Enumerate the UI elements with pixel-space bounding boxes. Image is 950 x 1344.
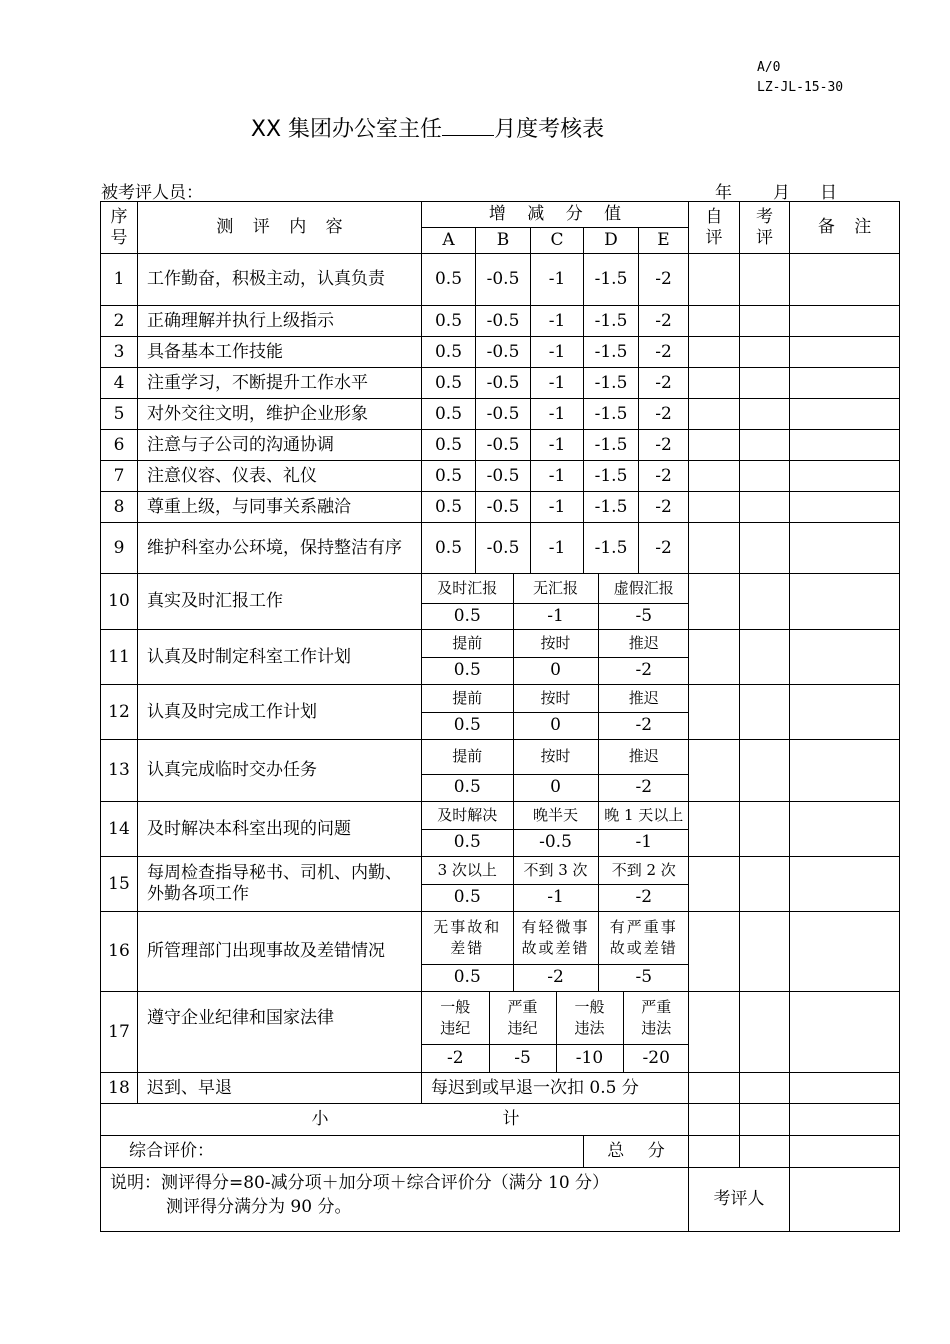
criterion-text: 工作勤奋，积极主动，认真负责: [138, 254, 422, 306]
row-no: 10: [101, 574, 138, 630]
review-score-cell[interactable]: [740, 306, 790, 337]
score-options: [422, 740, 689, 802]
score-options: [422, 574, 689, 630]
score-value: -1: [531, 254, 584, 306]
review-score-cell[interactable]: [740, 492, 790, 523]
table-row: [101, 492, 900, 523]
header-grade-d: D: [584, 228, 639, 254]
score-option-grid: [422, 992, 689, 1072]
title-blank[interactable]: [442, 135, 494, 136]
review-score-cell[interactable]: [740, 802, 790, 857]
score-value: -2: [639, 399, 689, 430]
score-option-value: -2: [598, 774, 689, 801]
self-score-cell[interactable]: [689, 912, 740, 992]
review-score-cell[interactable]: [740, 574, 790, 630]
score-option-grid: [422, 574, 689, 629]
score-option-label: 晚 1 天以上: [598, 802, 689, 829]
score-option-value: 0.5: [422, 884, 513, 911]
score-value: -0.5: [476, 306, 531, 337]
row-no: 4: [101, 368, 138, 399]
score-options: [422, 857, 689, 912]
criterion-text: 尊重上级，与同事关系融洽: [138, 492, 422, 523]
row-no: 14: [101, 802, 138, 857]
review-score-cell[interactable]: [740, 254, 790, 306]
score-option-value: -1: [513, 603, 598, 629]
table-row: [101, 630, 900, 685]
score-option-label: 按时: [513, 740, 598, 774]
score-options: [422, 685, 689, 740]
score-option-label: 提前: [452, 633, 483, 652]
criterion-text: 真实及时汇报工作: [138, 574, 422, 630]
score-value: 0.5: [422, 368, 476, 399]
score-value: -1.5: [584, 306, 639, 337]
subtotal-row: [101, 1104, 900, 1136]
score-value: -2: [639, 254, 689, 306]
score-option-grid: [422, 685, 689, 739]
score-value: -0.5: [476, 523, 531, 574]
score-option-label: 提前: [452, 747, 483, 766]
table-row: [101, 430, 900, 461]
score-option-label: 无汇报: [513, 574, 598, 603]
overall-row: [101, 1136, 900, 1168]
score-value: -0.5: [476, 337, 531, 368]
score-value: -2: [639, 523, 689, 574]
row-no: 8: [101, 492, 138, 523]
header-grade-c: C: [531, 228, 584, 254]
review-score-cell[interactable]: [740, 1073, 790, 1104]
score-value: 0.5: [422, 492, 476, 523]
review-score-cell[interactable]: [740, 857, 790, 912]
score-value: -2: [639, 461, 689, 492]
score-option-label: 有轻微事故或差错: [513, 912, 598, 964]
remark-cell[interactable]: [790, 492, 900, 523]
row-no: 16: [101, 912, 138, 992]
table-row: [101, 802, 900, 857]
criterion-text: 所管理部门出现事故及差错情况: [138, 912, 422, 992]
table-row: [101, 337, 900, 368]
review-score-cell[interactable]: [740, 1104, 790, 1136]
subtotal-label: [101, 1104, 689, 1136]
self-score-cell[interactable]: [689, 574, 740, 630]
self-score-cell[interactable]: [689, 368, 740, 399]
score-option-value: 0.5: [422, 712, 513, 739]
criterion-text: 认真及时完成工作计划: [138, 685, 422, 740]
self-score-cell[interactable]: [689, 337, 740, 368]
self-score-cell[interactable]: [689, 802, 740, 857]
table-row: [101, 992, 900, 1073]
score-option-grid: [422, 630, 689, 684]
score-option-grid: [422, 912, 689, 991]
score-option-value: -2: [598, 657, 689, 684]
self-score-cell[interactable]: [689, 685, 740, 740]
score-value: -1.5: [584, 492, 639, 523]
score-value: -1: [531, 306, 584, 337]
row-no: 2: [101, 306, 138, 337]
score-value: -1: [531, 368, 584, 399]
table-row: [101, 857, 900, 912]
criterion-text: 注重学习，不断提升工作水平: [138, 368, 422, 399]
row-no: 18: [101, 1073, 138, 1104]
score-option-value: 0: [513, 774, 598, 801]
header-grade-b: B: [476, 228, 531, 254]
table-row: [101, 523, 900, 574]
score-value: 0.5: [422, 399, 476, 430]
score-option-value: 0.5: [422, 603, 513, 629]
review-score-cell[interactable]: [740, 461, 790, 492]
row-no: 13: [101, 740, 138, 802]
title-prefix: XX 集团办公室主任: [250, 117, 443, 142]
self-score-cell[interactable]: [689, 399, 740, 430]
self-score-cell[interactable]: [689, 254, 740, 306]
remark-cell[interactable]: [790, 1073, 900, 1104]
score-value: -0.5: [476, 399, 531, 430]
score-value: -1.5: [584, 337, 639, 368]
score-value: 0.5: [422, 461, 476, 492]
table-row: [101, 399, 900, 430]
title-suffix: 月度考核表: [494, 117, 605, 142]
score-option-label: 严重违纪: [489, 992, 556, 1044]
header-review: 考 评: [740, 202, 790, 254]
subtotal-label-right: 计: [502, 1109, 520, 1129]
score-option-value: 0.5: [422, 964, 513, 991]
score-option-label: 推迟: [598, 630, 689, 657]
score-option-label: 不到 2 次: [598, 857, 689, 884]
score-option-value: 0.5: [422, 657, 513, 684]
self-score-cell[interactable]: [689, 430, 740, 461]
remark-cell[interactable]: [790, 337, 900, 368]
score-option-value: -20: [623, 1044, 689, 1072]
criterion-text: 注意与子公司的沟通协调: [138, 430, 422, 461]
self-score-cell[interactable]: [689, 740, 740, 802]
remark-cell[interactable]: [790, 1104, 900, 1136]
header-content: 测 评 内 容: [138, 202, 422, 254]
reviewer-signature[interactable]: [790, 1168, 900, 1232]
note-line-2: 测评得分满分为 90 分。: [166, 1197, 352, 1217]
score-value: -2: [639, 306, 689, 337]
self-score-cell[interactable]: [689, 492, 740, 523]
score-value: -1: [531, 399, 584, 430]
score-option-value: -5: [489, 1044, 556, 1072]
header-remark: 备 注: [790, 202, 900, 254]
score-option-value: 0: [513, 657, 598, 684]
subtotal-label-left: 小: [311, 1109, 329, 1129]
remark-cell[interactable]: [790, 306, 900, 337]
score-option-label: 不到 3 次: [513, 857, 598, 884]
score-value: -1: [531, 337, 584, 368]
score-option-grid: [422, 740, 689, 801]
remark-cell[interactable]: [790, 399, 900, 430]
score-option-value: -10: [556, 1044, 623, 1072]
score-value: -2: [639, 368, 689, 399]
score-option-value: -0.5: [513, 829, 598, 856]
review-score-cell[interactable]: [740, 740, 790, 802]
table-row: [101, 368, 900, 399]
date-day: 日: [820, 183, 837, 203]
score-value: 0.5: [422, 254, 476, 306]
score-option-label: 一般违法: [556, 992, 623, 1044]
score-option-label: 推迟: [598, 685, 689, 712]
criterion-text: 每周检查指导秘书、司机、内勤、外勤各项工作: [138, 857, 422, 912]
subject-label: 被考评人员：: [101, 183, 203, 203]
page-title: [0, 112, 855, 143]
header-grade-a: A: [422, 228, 476, 254]
score-option-value: -5: [598, 964, 689, 991]
row-no: 15: [101, 857, 138, 912]
score-option-label: 及时汇报: [437, 578, 498, 597]
table-row: [101, 461, 900, 492]
remark-cell[interactable]: [790, 574, 900, 630]
remark-cell[interactable]: [790, 912, 900, 992]
notes: [101, 1168, 689, 1232]
score-value: 0.5: [422, 523, 476, 574]
table-row: [101, 1073, 900, 1104]
score-option-value: -2: [598, 884, 689, 911]
header-grade-e: E: [639, 228, 689, 254]
score-value: -1.5: [584, 254, 639, 306]
row-no: 6: [101, 430, 138, 461]
remark-cell[interactable]: [790, 740, 900, 802]
doc-version: A/0: [757, 60, 781, 75]
score-option-value: 0: [513, 712, 598, 739]
self-score-cell[interactable]: [689, 1073, 740, 1104]
score-value: -0.5: [476, 430, 531, 461]
score-option-label: 无事故和差错: [433, 917, 502, 957]
score-value: -1: [531, 430, 584, 461]
score-option-label: 提前: [452, 688, 483, 707]
review-score-cell[interactable]: [740, 630, 790, 685]
score-option-value: -1: [598, 829, 689, 856]
criterion-text: 具备基本工作技能: [138, 337, 422, 368]
criterion-text: 正确理解并执行上级指示: [138, 306, 422, 337]
criterion-text: 迟到、早退: [138, 1073, 422, 1104]
score-options: [422, 802, 689, 857]
remark-cell[interactable]: [790, 630, 900, 685]
score-option-label: 严重违法: [623, 992, 689, 1044]
score-option-value: 0.5: [422, 774, 513, 801]
remark-cell[interactable]: [790, 1136, 900, 1168]
row-no: 3: [101, 337, 138, 368]
score-value: -2: [639, 337, 689, 368]
score-value: -2: [639, 430, 689, 461]
remark-cell[interactable]: [790, 430, 900, 461]
date-month: 月: [773, 183, 790, 203]
table-row: [101, 306, 900, 337]
total-label: 总 分: [584, 1136, 689, 1168]
row-no: 7: [101, 461, 138, 492]
row-no: 5: [101, 399, 138, 430]
remark-cell[interactable]: [790, 857, 900, 912]
review-score-cell[interactable]: [740, 430, 790, 461]
remark-cell[interactable]: [790, 992, 900, 1073]
score-value: -1.5: [584, 523, 639, 574]
score-option-label: 推迟: [598, 740, 689, 774]
review-score-cell[interactable]: [740, 685, 790, 740]
score-option-value: -2: [422, 1044, 489, 1072]
remark-cell[interactable]: [790, 523, 900, 574]
score-value: -2: [639, 492, 689, 523]
review-score-cell[interactable]: [740, 368, 790, 399]
self-score-cell[interactable]: [689, 1136, 740, 1168]
score-value: -1.5: [584, 368, 639, 399]
score-options: [422, 630, 689, 685]
score-option-value: -2: [598, 712, 689, 739]
notes-row: [101, 1168, 900, 1232]
date-year: 年: [715, 183, 732, 203]
row-no: 11: [101, 630, 138, 685]
review-score-cell[interactable]: [740, 912, 790, 992]
criterion-text: 对外交往文明，维护企业形象: [138, 399, 422, 430]
score-value: -1.5: [584, 399, 639, 430]
table-row: [101, 685, 900, 740]
table-row: [101, 574, 900, 630]
score-value: -1.5: [584, 430, 639, 461]
review-score-cell[interactable]: [740, 337, 790, 368]
deduction-rule: 每迟到或早退一次扣 0.5 分: [422, 1073, 689, 1104]
score-options: [422, 992, 689, 1073]
remark-cell[interactable]: [790, 368, 900, 399]
score-option-value: -2: [513, 964, 598, 991]
overall-label: 综合评价：: [101, 1136, 584, 1168]
note-line-1: 说明：测评得分=80-减分项＋加分项＋综合评价分（满分 10 分）: [110, 1173, 610, 1193]
score-option-value: -1: [513, 884, 598, 911]
row-no: 9: [101, 523, 138, 574]
review-score-cell[interactable]: [740, 399, 790, 430]
criterion-text: 认真完成临时交办任务: [138, 740, 422, 802]
score-option-value: -5: [598, 603, 689, 629]
self-score-cell[interactable]: [689, 992, 740, 1073]
score-value: -0.5: [476, 368, 531, 399]
self-score-cell[interactable]: [689, 1104, 740, 1136]
score-value: -1: [531, 492, 584, 523]
review-score-cell[interactable]: [740, 992, 790, 1073]
remark-cell[interactable]: [790, 802, 900, 857]
score-option-label: 一般违纪: [440, 997, 471, 1037]
review-score-cell[interactable]: [740, 1136, 790, 1168]
score-option-label: 按时: [513, 630, 598, 657]
criterion-text: 遵守企业纪律和国家法律: [138, 992, 422, 1073]
table-row: [101, 254, 900, 306]
score-option-label: 有严重事故或差错: [598, 912, 689, 964]
score-option-label: 3 次以上: [437, 860, 497, 879]
review-score-cell[interactable]: [740, 523, 790, 574]
self-score-cell[interactable]: [689, 461, 740, 492]
score-value: 0.5: [422, 306, 476, 337]
score-value: -0.5: [476, 254, 531, 306]
self-score-cell[interactable]: [689, 857, 740, 912]
score-options: [422, 912, 689, 992]
score-option-label: 晚半天: [513, 802, 598, 829]
row-no: 17: [101, 992, 138, 1073]
score-option-label: 按时: [513, 685, 598, 712]
doc-code: LZ-JL-15-30: [757, 80, 844, 95]
score-option-grid: [422, 802, 689, 856]
header-no: 序 号: [101, 202, 138, 254]
header-self: 自 评: [689, 202, 740, 254]
criterion-text: 维护科室办公环境，保持整洁有序: [138, 523, 422, 574]
self-score-cell[interactable]: [689, 630, 740, 685]
score-option-value: 0.5: [422, 829, 513, 856]
score-value: 0.5: [422, 430, 476, 461]
header-score-group: 增 减 分 值: [422, 202, 689, 228]
table-row: [101, 912, 900, 992]
table-row: [101, 740, 900, 802]
header-row-1: [101, 202, 900, 228]
score-value: -1.5: [584, 461, 639, 492]
score-option-label: 及时解决: [437, 805, 498, 824]
score-value: -0.5: [476, 461, 531, 492]
score-value: -0.5: [476, 492, 531, 523]
row-no: 1: [101, 254, 138, 306]
score-value: -1: [531, 461, 584, 492]
remark-cell[interactable]: [790, 254, 900, 306]
score-value: -1: [531, 523, 584, 574]
score-value: 0.5: [422, 337, 476, 368]
row-no: 12: [101, 685, 138, 740]
score-option-label: 虚假汇报: [598, 574, 689, 603]
reviewer-label: 考评人: [689, 1168, 790, 1232]
score-option-grid: [422, 857, 689, 911]
remark-cell[interactable]: [790, 685, 900, 740]
self-score-cell[interactable]: [689, 523, 740, 574]
remark-cell[interactable]: [790, 461, 900, 492]
criterion-text: 认真及时制定科室工作计划: [138, 630, 422, 685]
self-score-cell[interactable]: [689, 306, 740, 337]
appraisal-table: [100, 201, 900, 1232]
criterion-text: 注意仪容、仪表、礼仪: [138, 461, 422, 492]
criterion-text: 及时解决本科室出现的问题: [138, 802, 422, 857]
